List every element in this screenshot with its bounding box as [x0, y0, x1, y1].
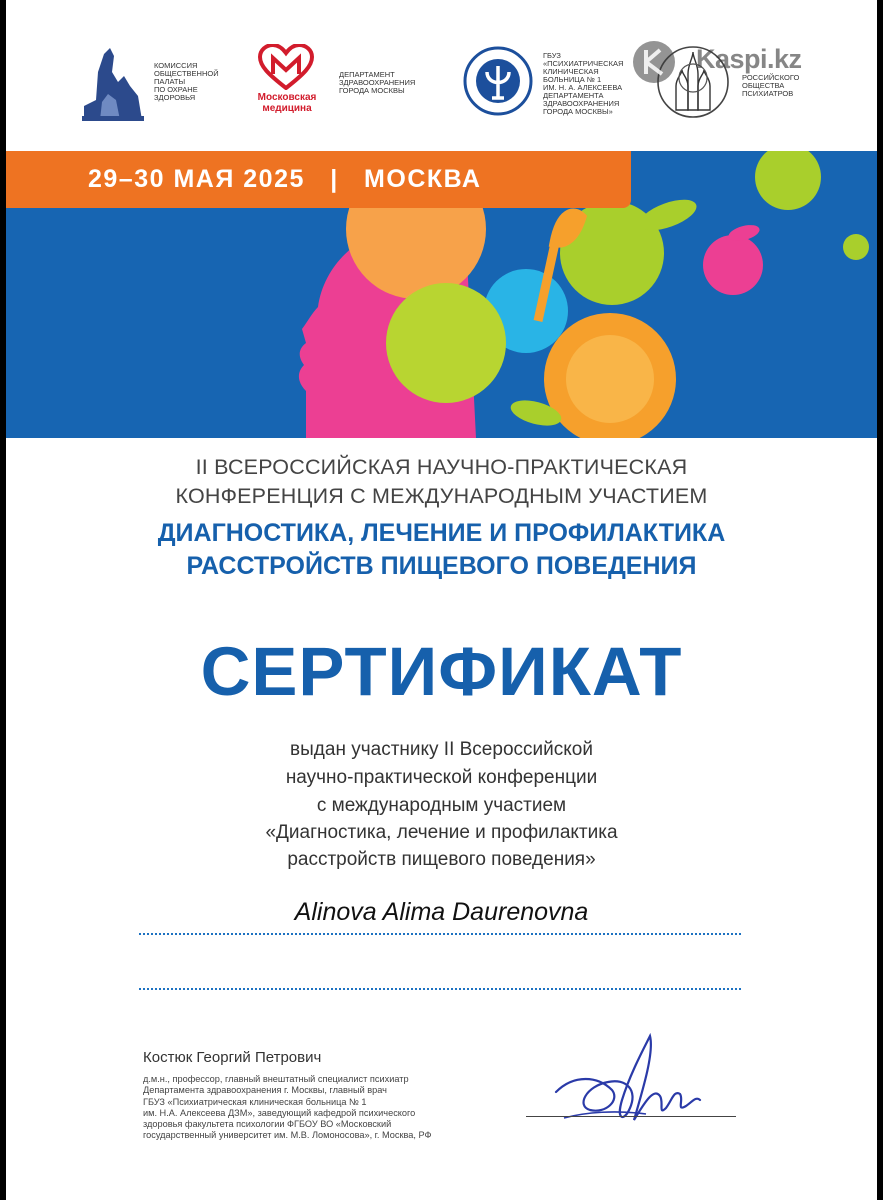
green-circle-large: [386, 283, 506, 403]
name-dotted-line-1: [139, 933, 741, 935]
monument-logo-icon: [78, 42, 146, 122]
green-circle-top-right: [755, 151, 821, 210]
moscow-medicine-name: Московская медицина: [257, 92, 317, 114]
issued-line-2: научно-практической конференции: [285, 767, 598, 788]
signature-line: [526, 1116, 736, 1117]
chamber-caption: КОМИССИЯ ОБЩЕСТВЕННОЙ ПАЛАТЫ ПО ОХРАНЕ ЗДОРОВЬЯ: [154, 61, 219, 102]
certificate-page: [6, 0, 877, 1200]
psi-emblem-icon: [463, 46, 533, 116]
issued-line-3: с международным участием: [316, 795, 567, 816]
signer-credentials: д.м.н., профессор, главный внештатный специалист психиатр Департамента здравоохранения г. Москвы, главный врач ГБУЗ «Психиатрическая клиническая больница № 1 им. Н.А. Алексеева ДЗМ», заведующий кафедрой психического здоровья факультета психологии ФГБОУ ВО «Московский государственный университет им. М.В. Ломоносова», г. Москва, РФ: [143, 1074, 432, 1141]
certificate-title: СЕРТИФИКАТ: [200, 633, 683, 710]
conference-line-1: II ВСЕРОССИЙСКАЯ НАУЧНО-ПРАКТИЧЕСКАЯ: [195, 455, 688, 479]
date-location: 29–30 МАЯ 2025 | МОСКВА: [88, 165, 482, 193]
name-dotted-line-2: [139, 988, 741, 990]
kaspi-watermark-icon: [632, 40, 690, 84]
topic-line-1: ДИАГНОСТИКА, ЛЕЧЕНИЕ И ПРОФИЛАКТИКА: [157, 519, 726, 547]
hospital-caption: ГБУЗ «ПСИХИАТРИЧЕСКАЯ КЛИНИЧЕСКАЯ БОЛЬНИЦА № 1 ИМ. Н. А. АЛЕКСЕЕВА ДЕПАРТАМЕНТА ЗДРАВООХРАНЕНИЯ ГОРОДА МОСКВЫ»: [543, 51, 624, 116]
conference-line-2: КОНФЕРЕНЦИЯ С МЕЖДУНАРОДНЫМ УЧАСТИЕМ: [175, 484, 708, 508]
handwritten-signature-icon: [546, 1030, 706, 1134]
participant-name: Alinova Alima Daurenovna: [294, 898, 589, 926]
pink-berry-circle: [703, 235, 763, 295]
issued-line-5: расстройств пищевого поведения»: [287, 849, 596, 870]
date-strip: [6, 151, 631, 208]
logos-row: [6, 0, 877, 150]
topic-line-2: РАССТРОЙСТВ ПИЩЕВОГО ПОВЕДЕНИЯ: [186, 552, 697, 580]
issued-line-4: «Диагностика, лечение и профилактика: [265, 822, 618, 843]
kaspi-watermark: Kaspi.kz: [696, 44, 802, 74]
society-caption: РОССИЙСКОГО ОБЩЕСТВА ПСИХИАТРОВ: [742, 73, 800, 98]
dept-caption: ДЕПАРТАМЕНТ ЗДРАВООХРАНЕНИЯ ГОРОДА МОСКВЫ: [339, 70, 416, 95]
moscow-medicine-heart-icon: [258, 44, 314, 90]
signer-name: Костюк Георгий Петрович: [143, 1049, 322, 1066]
conference-banner: [6, 151, 877, 438]
orange-plate-inner: [566, 335, 654, 423]
small-green-circle: [843, 234, 869, 260]
issued-line-1: выдан участнику II Всероссийской: [290, 739, 593, 760]
